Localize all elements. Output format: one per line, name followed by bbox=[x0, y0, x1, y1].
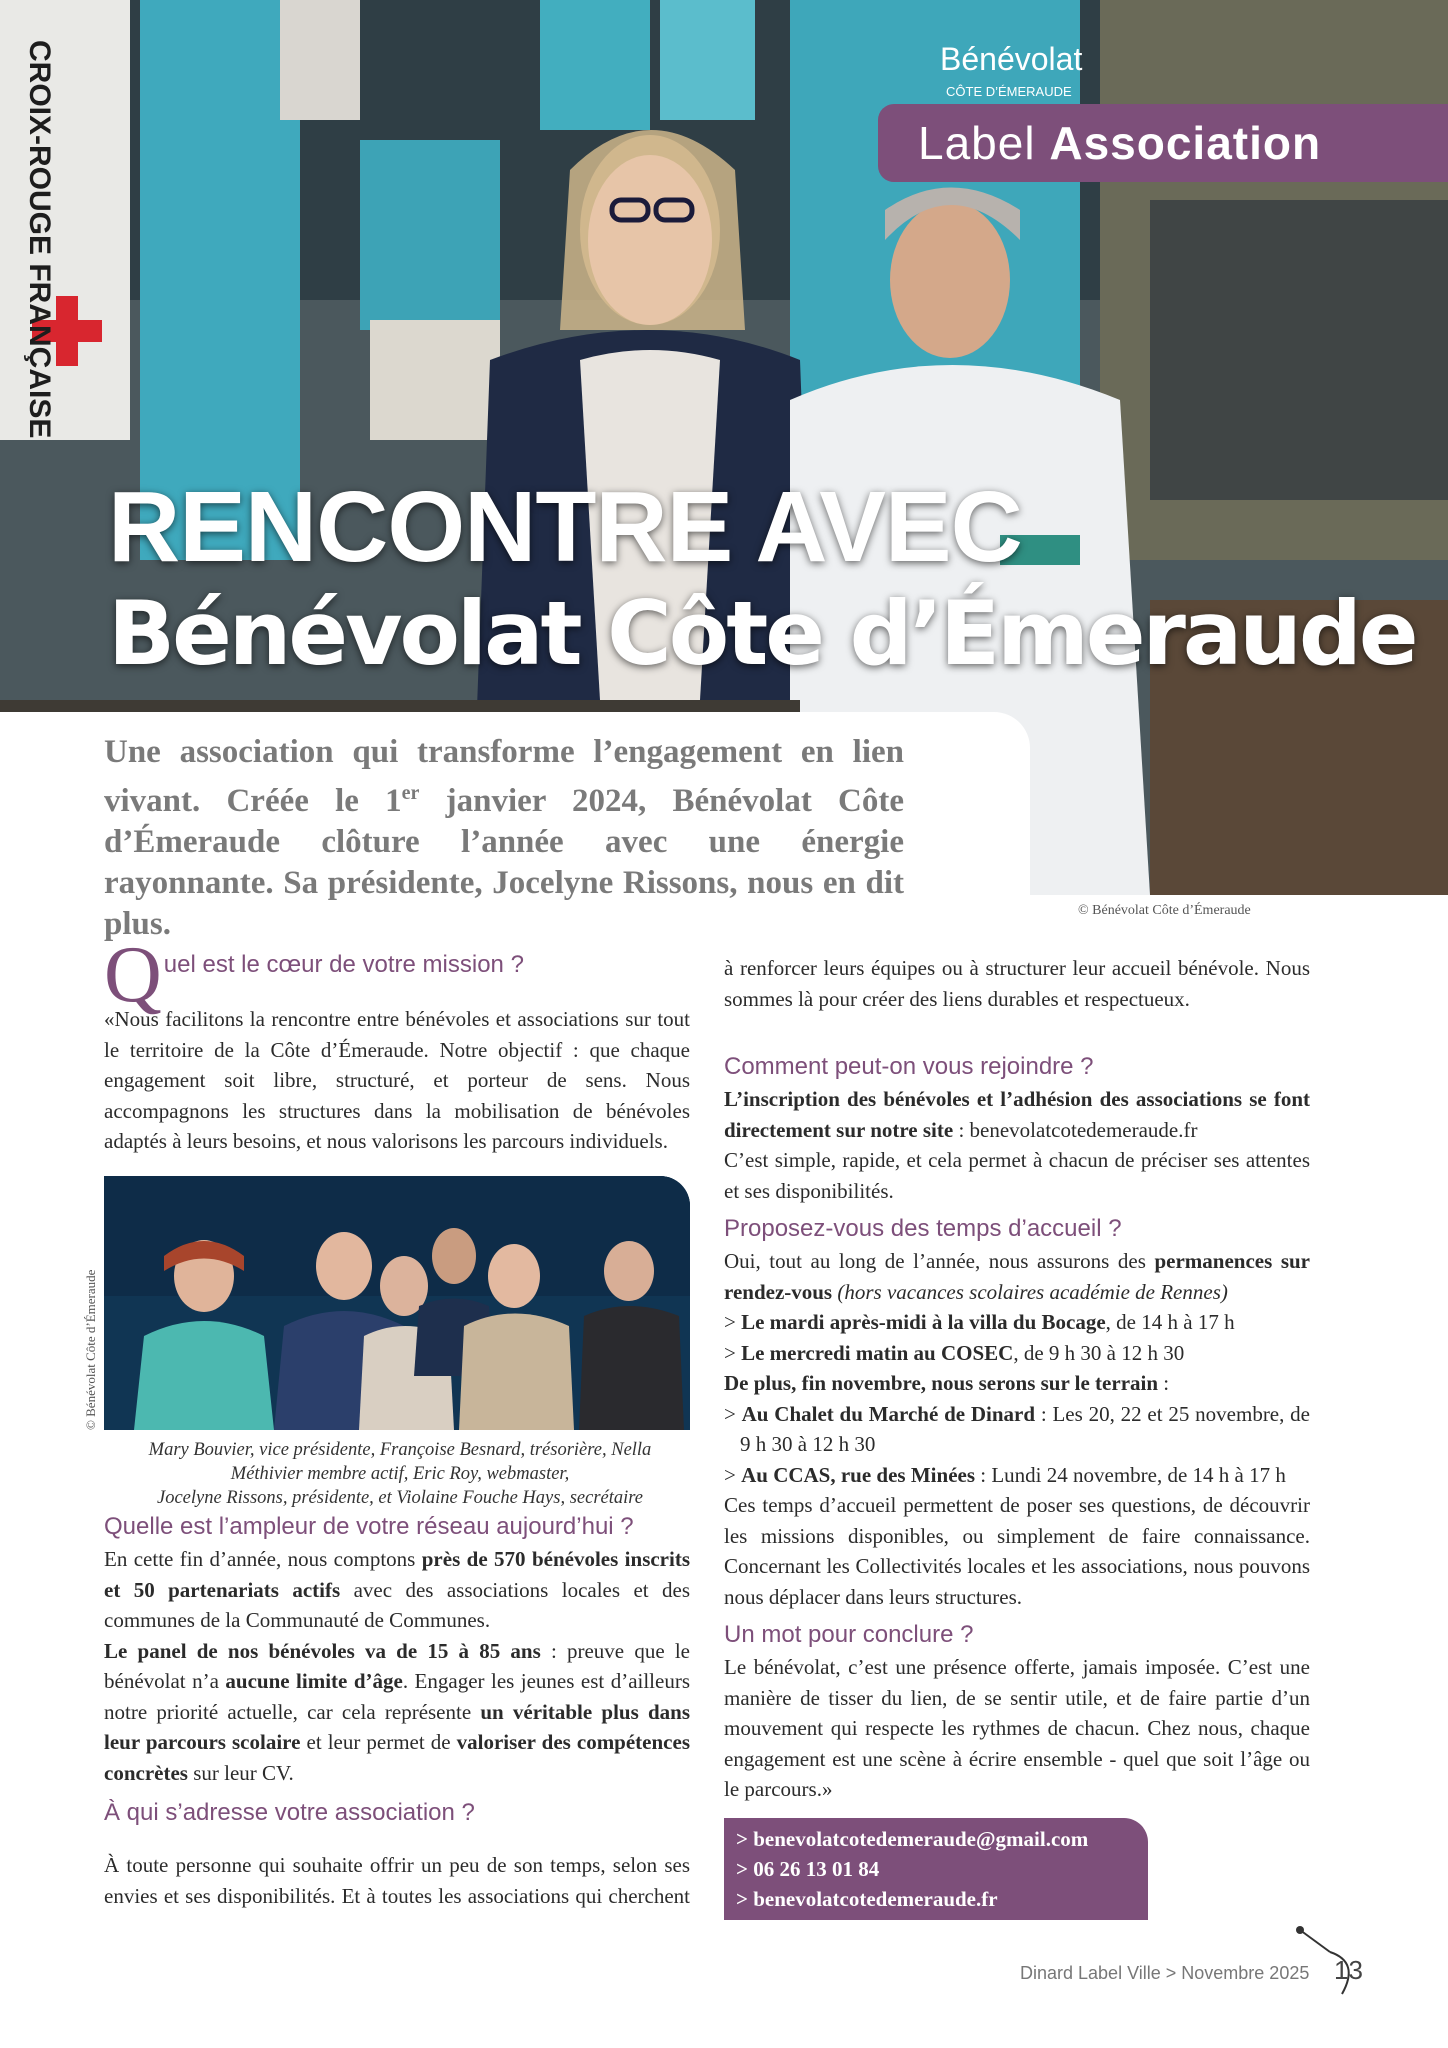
intro-a: Une association qui transforme l’engagement en lien vivant. Créée le 1 bbox=[104, 734, 904, 819]
group-photo bbox=[104, 1176, 690, 1430]
q5-intro-c: (hors vacances scolaires académie de Rennes) bbox=[832, 1279, 1228, 1304]
q5-l5a: > bbox=[724, 1462, 742, 1487]
q4-p2: C’est simple, rapide, et cela permet à chacun de préciser ses attentes et ses disponibilités. bbox=[724, 1148, 1310, 1203]
q5-l4a: > bbox=[724, 1401, 742, 1426]
q2-p2c: aucune limite d’âge bbox=[225, 1669, 403, 1693]
q5-intro-a: Oui, tout au long de l’année, nous assurons des bbox=[724, 1249, 1155, 1273]
photo-caption bbox=[110, 1438, 690, 1510]
page-title-line2: Bénévolat Côte d’Émeraude bbox=[108, 582, 1416, 685]
q2-p2d: . Engager les jeunes est d’ailleurs notre priorité actuelle, car cela représente bbox=[104, 1669, 691, 1724]
page-number: 13 bbox=[1334, 1955, 1363, 1985]
q5-line3 bbox=[724, 1368, 1310, 1399]
svg-text:CÔTE D’ÉMERAUDE: CÔTE D’ÉMERAUDE bbox=[946, 84, 1072, 99]
q5-l5b: Au CCAS, rue des Minées bbox=[741, 1462, 976, 1487]
q1-title: uel est le cœur de votre mission ? bbox=[163, 951, 524, 978]
q5-l2a: > bbox=[724, 1340, 742, 1365]
q5-title: Proposez-vous des temps d’accueil ? bbox=[724, 1215, 1122, 1242]
photo-credit-side: © Bénévolat Côte d’Émeraude bbox=[83, 1269, 98, 1430]
q5-line4 bbox=[724, 1399, 1310, 1460]
left-column-bottom bbox=[104, 1512, 690, 1830]
photo-credit-top: © Bénévolat Côte d’Émeraude bbox=[1078, 903, 1251, 918]
contact-box bbox=[724, 1818, 1148, 1920]
q4-title: Comment peut-on vous rejoindre ? bbox=[724, 1053, 1094, 1080]
dropcap: Q bbox=[104, 931, 162, 1019]
q2-p2f: et leur permet de bbox=[300, 1730, 457, 1754]
q3-text: À toute personne qui souhaite offrir un peu de son temps, selon ses envies et ses disponibilités. Et à toutes les associations qui cherchent bbox=[104, 1853, 690, 1908]
q5-l3c: : bbox=[1158, 1371, 1170, 1395]
svg-text:Bénévolat: Bénévolat bbox=[940, 41, 1083, 77]
caption-line1: Mary Bouvier, vice présidente, Françoise Besnard, trésorière, Nella bbox=[148, 1440, 652, 1460]
section-label bbox=[878, 104, 1448, 182]
q3-text-left bbox=[104, 1850, 690, 1913]
q5-intro bbox=[724, 1246, 1310, 1307]
q5-l1a: > bbox=[724, 1310, 742, 1334]
svg-text:CROIX-ROUGE FRANÇAISE: CROIX-ROUGE FRANÇAISE bbox=[23, 40, 56, 439]
left-column-top bbox=[104, 931, 690, 1157]
q4-p1 bbox=[724, 1084, 1310, 1145]
group-photo-illustration bbox=[104, 1176, 690, 1430]
page-title-line1: RENCONTRE AVEC bbox=[108, 471, 1022, 583]
q5-l2c: , de 9 h 30 à 12 h 30 bbox=[1013, 1340, 1185, 1365]
q6-title: Un mot pour conclure ? bbox=[724, 1621, 974, 1648]
q5-line5 bbox=[724, 1460, 1310, 1491]
q5-l3: De plus, fin novembre, nous serons sur le terrain bbox=[724, 1371, 1159, 1395]
q2-p1c: avec des associations locales et des communes de la Communauté de Communes. bbox=[104, 1577, 690, 1632]
q2-p2 bbox=[104, 1636, 690, 1789]
q1-text: «Nous facilitons la rencontre entre bénévoles et associations sur tout le territoire de la Côte d’Émeraude. Notre objectif : que chaque engagement soit libre, structuré, et porteur de sens. Nous accompagnons les structures dans la mobilisation de bénévoles adaptés à leurs besoins, et nous valorisons les parcours individuels. bbox=[104, 1007, 690, 1153]
q3-title: À qui s’adresse votre association ? bbox=[104, 1799, 475, 1826]
q1-heading bbox=[104, 931, 690, 1019]
q5-l2b: Le mercredi matin au COSEC bbox=[741, 1340, 1014, 1365]
q5-paragraph: Ces temps d’accueil permettent de poser ses questions, de découvrir les missions disponibles, ou simplement de faire connaissance. Concernant les Collectivités locales et les associations, nous pouvons nous déplacer dans leurs structures. bbox=[724, 1493, 1310, 1609]
section-label-light: Label bbox=[918, 117, 1036, 169]
q5-l1c: , de 14 h à 17 h bbox=[1105, 1310, 1235, 1334]
q5-l1b: Le mardi après-midi à la villa du Bocage bbox=[741, 1310, 1106, 1334]
q5-l4c: : Les 20, 22 et 25 novembre, de 9 h 30 à 12 h 30 bbox=[740, 1401, 1310, 1456]
intro-b: janvier 2024, Bénévolat Côte d’Émeraude clôture l’année avec une énergie rayonnante. Sa présidente, Jocelyne Rissons, nous en dit plus. bbox=[104, 783, 904, 942]
q4-rest: : benevolatcotedemeraude.fr bbox=[953, 1117, 1198, 1142]
footer-text: Dinard Label Ville > Novembre 2025 bbox=[1020, 1963, 1310, 1983]
right-column bbox=[724, 953, 1310, 1805]
q5-line1 bbox=[724, 1307, 1310, 1338]
q5-intro-b: permanences sur rendez-vous bbox=[724, 1249, 1310, 1304]
contact-site[interactable]: > benevolatcotedemeraude.fr bbox=[736, 1887, 998, 1911]
q5-line2 bbox=[724, 1338, 1310, 1369]
q2-p1b: près de 570 bénévoles inscrits et 50 partenariats actifs bbox=[104, 1547, 691, 1602]
q2-p2h: sur leur CV. bbox=[187, 1760, 294, 1785]
q2-p2b: : preuve que le bénévolat n’a bbox=[104, 1638, 690, 1693]
caption-line3: Jocelyne Rissons, présidente, et Violaine Fouche Hays, secrétaire bbox=[157, 1488, 643, 1508]
q2-p1 bbox=[104, 1544, 690, 1636]
q5-l4b: Au Chalet du Marché de Dinard bbox=[741, 1401, 1036, 1426]
intro-sup: er bbox=[401, 782, 420, 804]
q2-p2e: un véritable plus dans leur parcours scolaire bbox=[104, 1699, 690, 1754]
q2-title: Quelle est l’ampleur de votre réseau aujourd’hui ? bbox=[104, 1513, 634, 1540]
contact-email[interactable]: > benevolatcotedemeraude@gmail.com bbox=[736, 1827, 1089, 1851]
q2-p1a: En cette fin d’année, nous comptons bbox=[104, 1547, 422, 1571]
q3-text-continued: à renforcer leurs équipes ou à structurer leur accueil bénévole. Nous sommes là pour créer des liens durables et respectueux. bbox=[724, 956, 1310, 1011]
section-label-bold: Association bbox=[1049, 117, 1322, 169]
intro-text bbox=[104, 732, 904, 945]
q2-p2a: Le panel de nos bénévoles va de 15 à 85 ans bbox=[104, 1638, 541, 1663]
q4-bold: L’inscription des bénévoles et l’adhésion des associations se font directement sur notre site bbox=[724, 1087, 1310, 1142]
caption-line2: Méthivier membre actif, Eric Roy, webmaster, bbox=[230, 1464, 570, 1484]
contact-phone[interactable]: > 06 26 13 01 84 bbox=[736, 1857, 880, 1881]
q5-l5c: : Lundi 24 novembre, de 14 h à 17 h bbox=[975, 1462, 1286, 1487]
q3-text-right bbox=[724, 953, 1310, 1044]
q6-text: Le bénévolat, c’est une présence offerte, jamais imposée. C’est une manière de tisser du lien, de se sentir utile, et de faire partie d’un mouvement qui respecte les rythmes de chacun. Chez nous, chaque engagement est une scène à écrire ensemble - quel que soit l’âge ou le parcours.» bbox=[724, 1655, 1310, 1801]
q2-p2g: valoriser des compétences concrètes bbox=[104, 1730, 690, 1785]
